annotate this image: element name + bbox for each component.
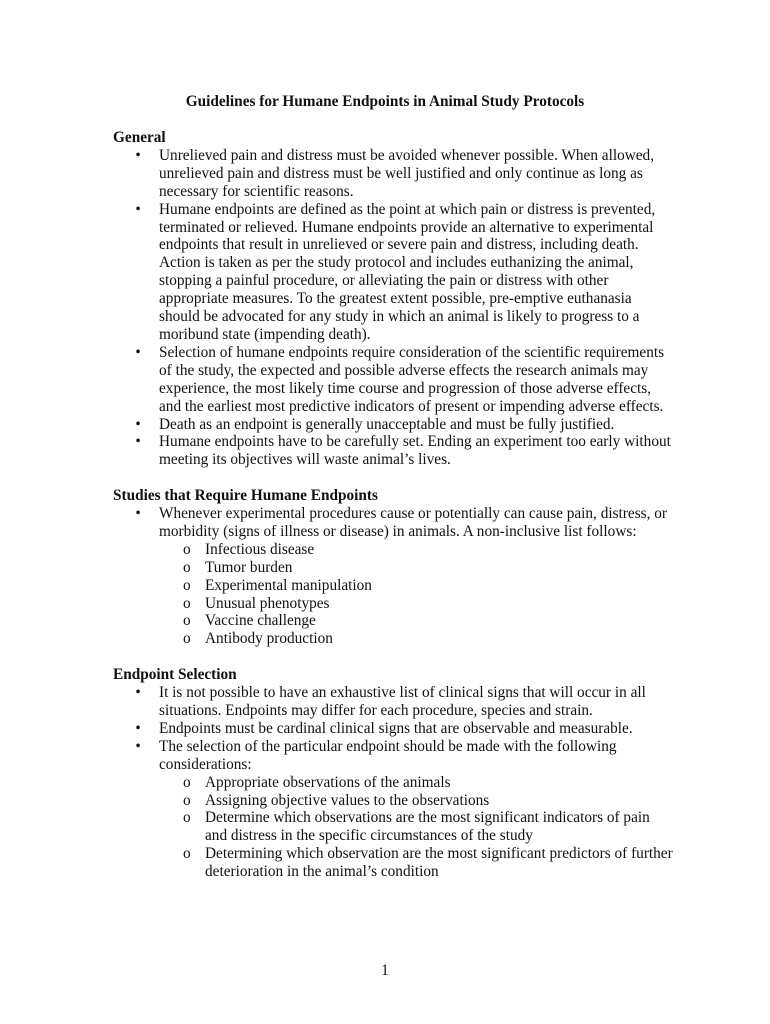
- document-title: Guidelines for Humane Endpoints in Animal Study Protocols: [185, 93, 585, 110]
- sub-bullet-text: Tumor burden: [205, 558, 293, 576]
- bullet-icon: •: [135, 415, 141, 433]
- sub-bullet-text: Determining which observation are the most significant predictors of further deterioration in the animal’s condition: [205, 845, 673, 881]
- bullet-text: Humane endpoints are defined as the point at which pain or distress is prevented, terminated or relieved. Humane endpoints provide an alternative to experimental endpoints that result in unrelieved or severe pain and distress, including death. Action is taken as per the study protocol and includes euthanizing the animal, stopping a painful procedure, or alleviating the pain or distress with other appropriate measures. To the greatest extent possible, pre-emptive euthanasia should be advocated for any study in which an animal is likely to progress to a moribund state (impending death).: [159, 200, 656, 343]
- bullet-list: [113, 505, 673, 648]
- sub-bullet-item: [159, 559, 673, 577]
- bullet-icon: •: [135, 684, 141, 702]
- bullet-list: [113, 684, 673, 881]
- sub-bullet-list: [159, 541, 673, 648]
- sub-bullet-icon: o: [183, 558, 191, 576]
- section-heading: General: [113, 129, 166, 146]
- sub-bullet-text: Assigning objective values to the observations: [205, 791, 490, 809]
- bullet-item: [113, 416, 673, 434]
- sub-bullet-item: [159, 774, 673, 792]
- document-body: [113, 129, 673, 899]
- bullet-item: [113, 147, 673, 201]
- page-number: 1: [381, 962, 389, 979]
- section-heading: Studies that Require Humane Endpoints: [113, 487, 378, 505]
- bullet-icon: •: [135, 719, 141, 737]
- sub-bullet-icon: o: [183, 773, 191, 791]
- sub-bullet-item: [159, 595, 673, 613]
- sub-bullet-icon: o: [183, 612, 191, 630]
- sub-bullet-icon: o: [183, 630, 191, 648]
- sub-bullet-text: Unusual phenotypes: [205, 594, 330, 612]
- section: [113, 487, 673, 648]
- sub-bullet-item: [159, 630, 673, 648]
- sub-bullet-text: Experimental manipulation: [205, 576, 372, 594]
- bullet-icon: •: [135, 737, 141, 755]
- bullet-icon: •: [135, 200, 141, 218]
- bullet-item: [113, 505, 673, 648]
- bullet-text: Death as an endpoint is generally unacceptable and must be fully justified.: [159, 415, 615, 433]
- section: [113, 129, 673, 469]
- bullet-text: The selection of the particular endpoint should be made with the following considerations:: [159, 737, 617, 773]
- bullet-text: Whenever experimental procedures cause or potentially can cause pain, distress, or morbidity (signs of illness or disease) in animals. A non-inclusive list follows:: [159, 505, 667, 540]
- sub-bullet-list: [159, 774, 673, 881]
- bullet-item: [113, 684, 673, 720]
- sub-bullet-text: Infectious disease: [205, 540, 315, 558]
- sub-bullet-item: [159, 577, 673, 595]
- bullet-text: Humane endpoints have to be carefully set. Ending an experiment too early without meeting its objectives will waste animal’s lives.: [159, 433, 671, 469]
- sub-bullet-text: Appropriate observations of the animals: [205, 773, 451, 791]
- bullet-icon: •: [135, 433, 141, 451]
- sub-bullet-item: [159, 541, 673, 559]
- bullet-item: [113, 738, 673, 881]
- bullet-item: [113, 720, 673, 738]
- bullet-text: Selection of humane endpoints require consideration of the scientific requirements of the study, the expected and possible adverse effects the research animals may experience, the most likely time course and progression of those adverse effects, and the earliest most predictive indicators of present or impending adverse effects.: [159, 343, 665, 415]
- sub-bullet-text: Antibody production: [205, 630, 333, 648]
- bullet-text: It is not possible to have an exhaustive list of clinical signs that will occur in all situations. Endpoints may differ for each procedure, species and strain.: [159, 684, 646, 719]
- bullet-icon: •: [135, 343, 141, 361]
- sub-bullet-icon: o: [183, 594, 191, 612]
- sub-bullet-item: [159, 792, 673, 810]
- section: [113, 666, 673, 881]
- sub-bullet-text: Determine which observations are the most significant indicators of pain and distress in the specific circumstances of the study: [205, 809, 650, 845]
- sub-bullet-icon: o: [183, 540, 191, 558]
- sub-bullet-icon: o: [183, 791, 191, 809]
- bullet-item: [113, 344, 673, 416]
- bullet-icon: •: [135, 505, 141, 523]
- sub-bullet-item: [159, 612, 673, 630]
- section-heading: Endpoint Selection: [113, 666, 237, 684]
- bullet-item: [113, 433, 673, 469]
- sub-bullet-icon: o: [183, 809, 191, 827]
- sub-bullet-text: Vaccine challenge: [205, 612, 316, 630]
- sub-bullet-item: [159, 845, 673, 881]
- bullet-text: Unrelieved pain and distress must be avoided whenever possible. When allowed, unrelieved pain and distress must be well justified and only continue as long as necessary for scientific reasons.: [159, 146, 655, 200]
- sub-bullet-item: [159, 809, 673, 845]
- bullet-text: Endpoints must be cardinal clinical signs that are observable and measurable.: [159, 719, 633, 737]
- bullet-list: [113, 147, 673, 469]
- bullet-icon: •: [135, 146, 141, 164]
- bullet-item: [113, 201, 673, 344]
- sub-bullet-icon: o: [183, 576, 191, 594]
- sub-bullet-icon: o: [183, 845, 191, 863]
